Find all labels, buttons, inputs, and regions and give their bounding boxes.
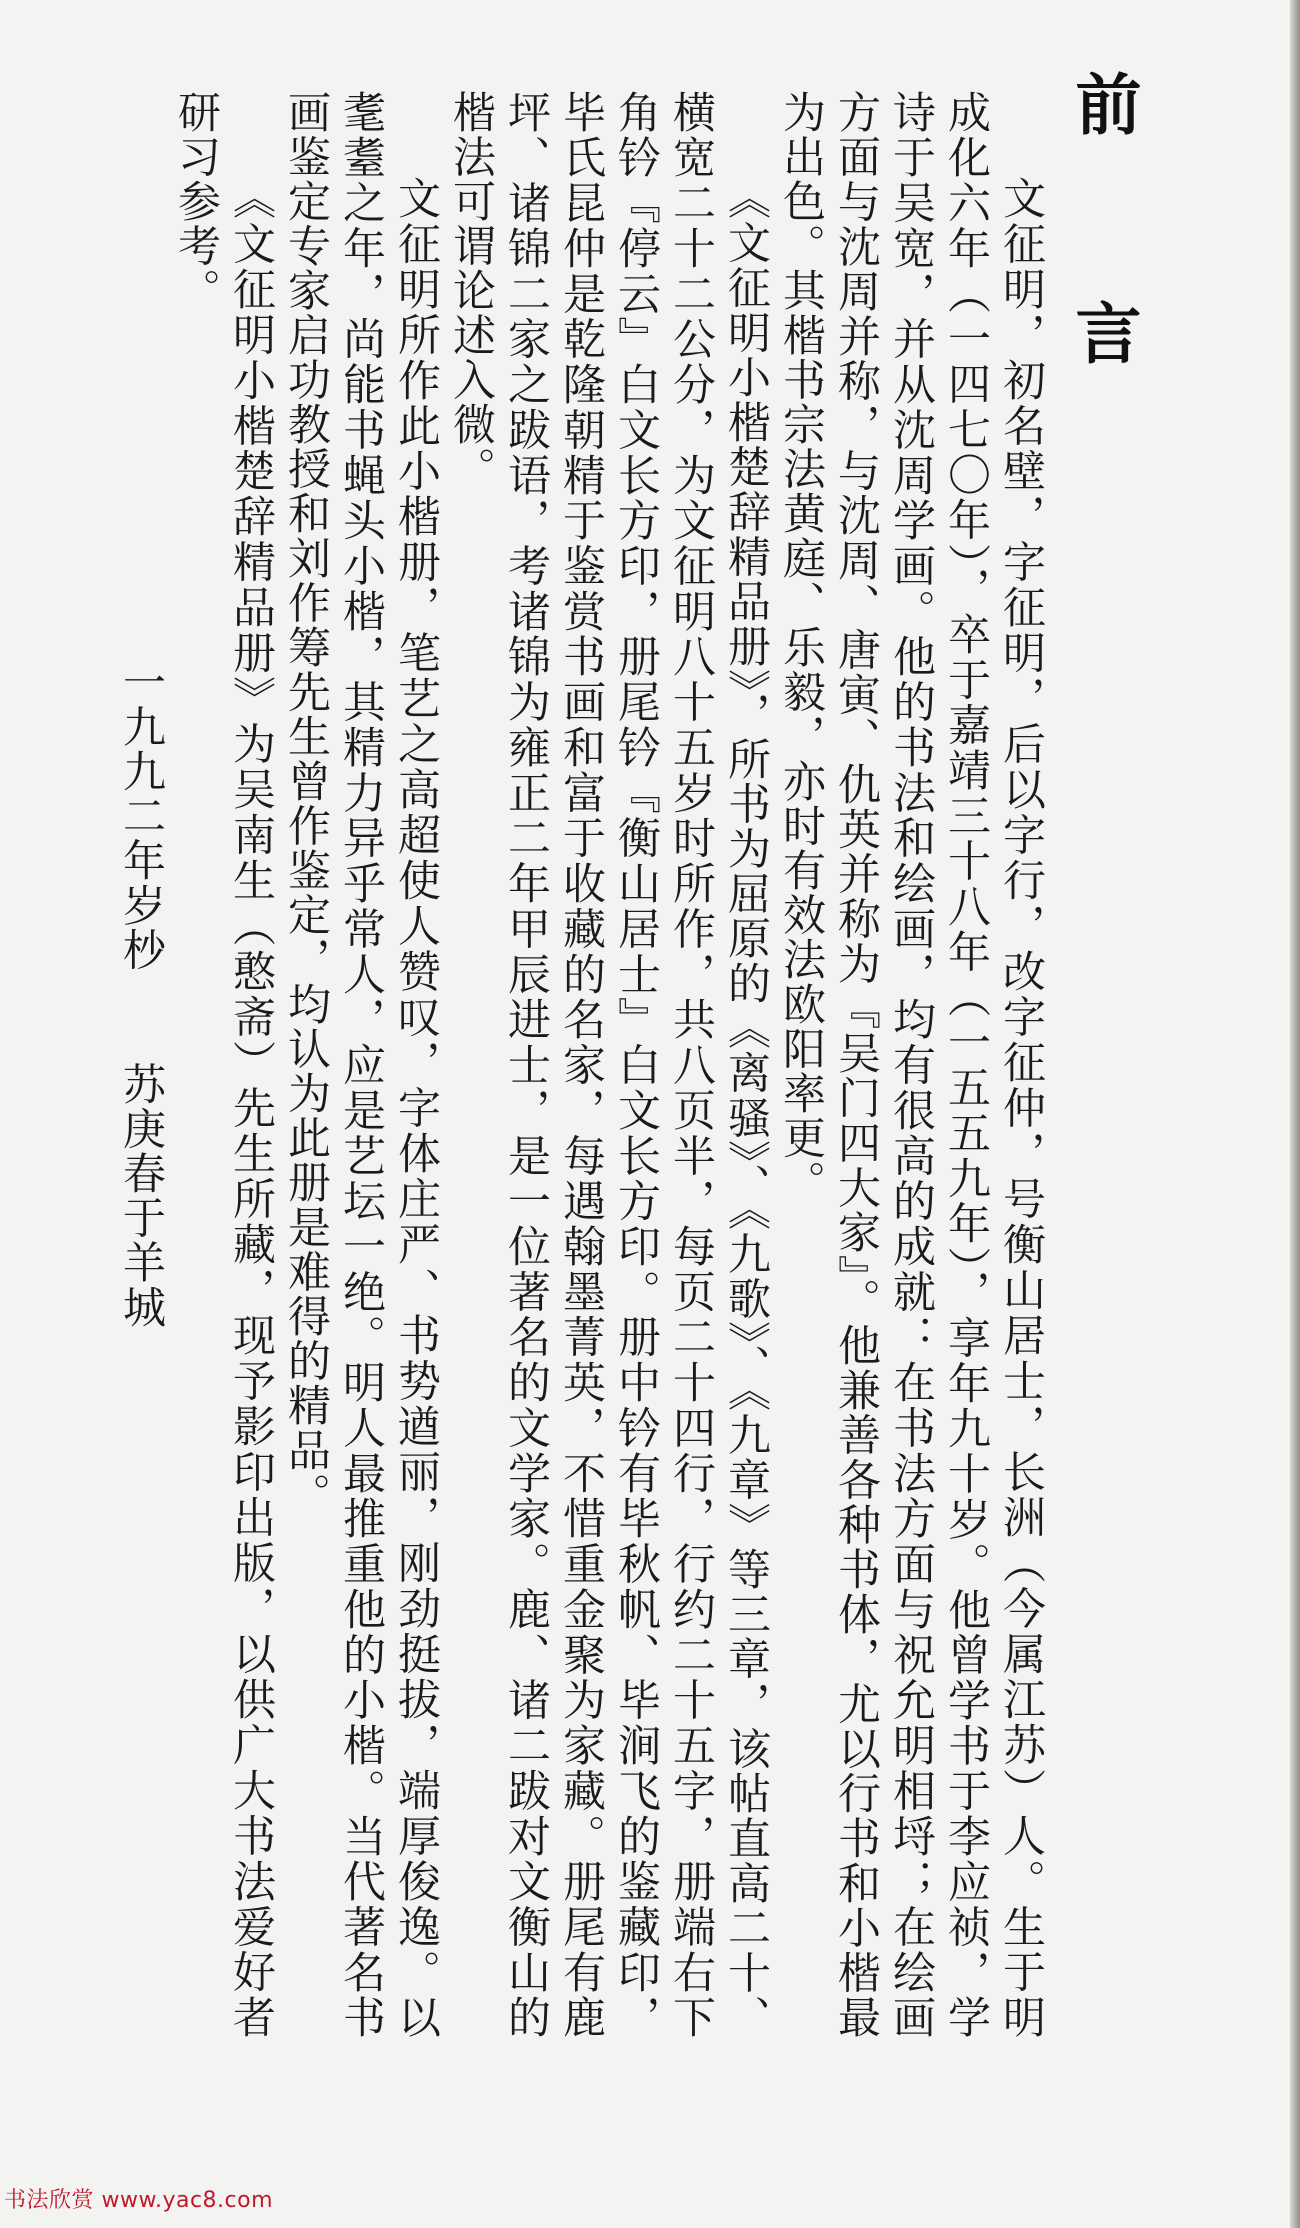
- paragraph-biography: 文征明，初名壁，字征明，后以字行，改字征仲，号衡山居士，长洲（今属江苏）人。生于明成化六年（一四七〇年），卒于嘉靖三十八年（一五五九年），享年九十岁。他曾学书于李应祯，学诗于吴宽，并从沈周学画。他的书法和绘画，均有很高的成就：在书法方面与祝允明相埒；在绘画方面与沈周并称，与沈周、唐寅、仇英并称为『吴门四大家』。他兼善各种书体，尤以行书和小楷最为出色。其楷书宗法黄庭、乐毅，亦时有效法欧阳率更。: [776, 90, 1046, 2040]
- page-title: 前 言: [1064, 70, 1142, 435]
- signature-date: [113, 660, 168, 2040]
- paragraph-album-description: 《文征明小楷楚辞精品册》，所书为屈原的《离骚》、《九歌》、《九章》等三章，该帖直高二十、横宽二十二公分，为文征明八十五岁时所作，共八页半，每页二十四行，行约二十五字，册端右下角钤『停云』白文长方印，册尾钤『衡山居士』白文长方印。册中钤有毕秋帆、毕涧飞的鉴藏印，毕氏昆仲是乾隆朝精于鉴赏书画和富于收藏的名家，每遇翰墨菁英，不惜重金聚为家藏。册尾有鹿坪、诸锦二家之跋语，考诸锦为雍正二年甲辰进士，是一位著名的文学家。鹿、诸二跋对文衡山的楷法可谓论述入微。: [446, 90, 771, 2040]
- signature-author: 苏庚春于羊城: [116, 1062, 166, 1330]
- paragraph-collection-note: 《文征明小楷楚辞精品册》为吴南生（憨斋）先生所藏，现予影印出版，以供广大书法爱好者研习参考。: [171, 90, 276, 2040]
- paragraph-artistic-evaluation: 文征明所作此小楷册，笔艺之高超使人赞叹，字体庄严、书势遒丽，刚劲挺拔，端厚俊逸。以耄耋之年，尚能书蝇头小楷，其精力异乎常人，应是艺坛一绝。明人最推重他的小楷。当代著名书画鉴定专家启功教授和刘作筹先生曾作鉴定，均认为此册是难得的精品。: [281, 90, 441, 2040]
- site-watermark: 书法欣赏 www.yac8.com: [4, 2188, 274, 2213]
- preface-body: [116, 90, 1048, 2040]
- signature-date-text: 一九九二年岁杪: [116, 660, 166, 973]
- page-edge-shadow: [1290, 0, 1300, 2228]
